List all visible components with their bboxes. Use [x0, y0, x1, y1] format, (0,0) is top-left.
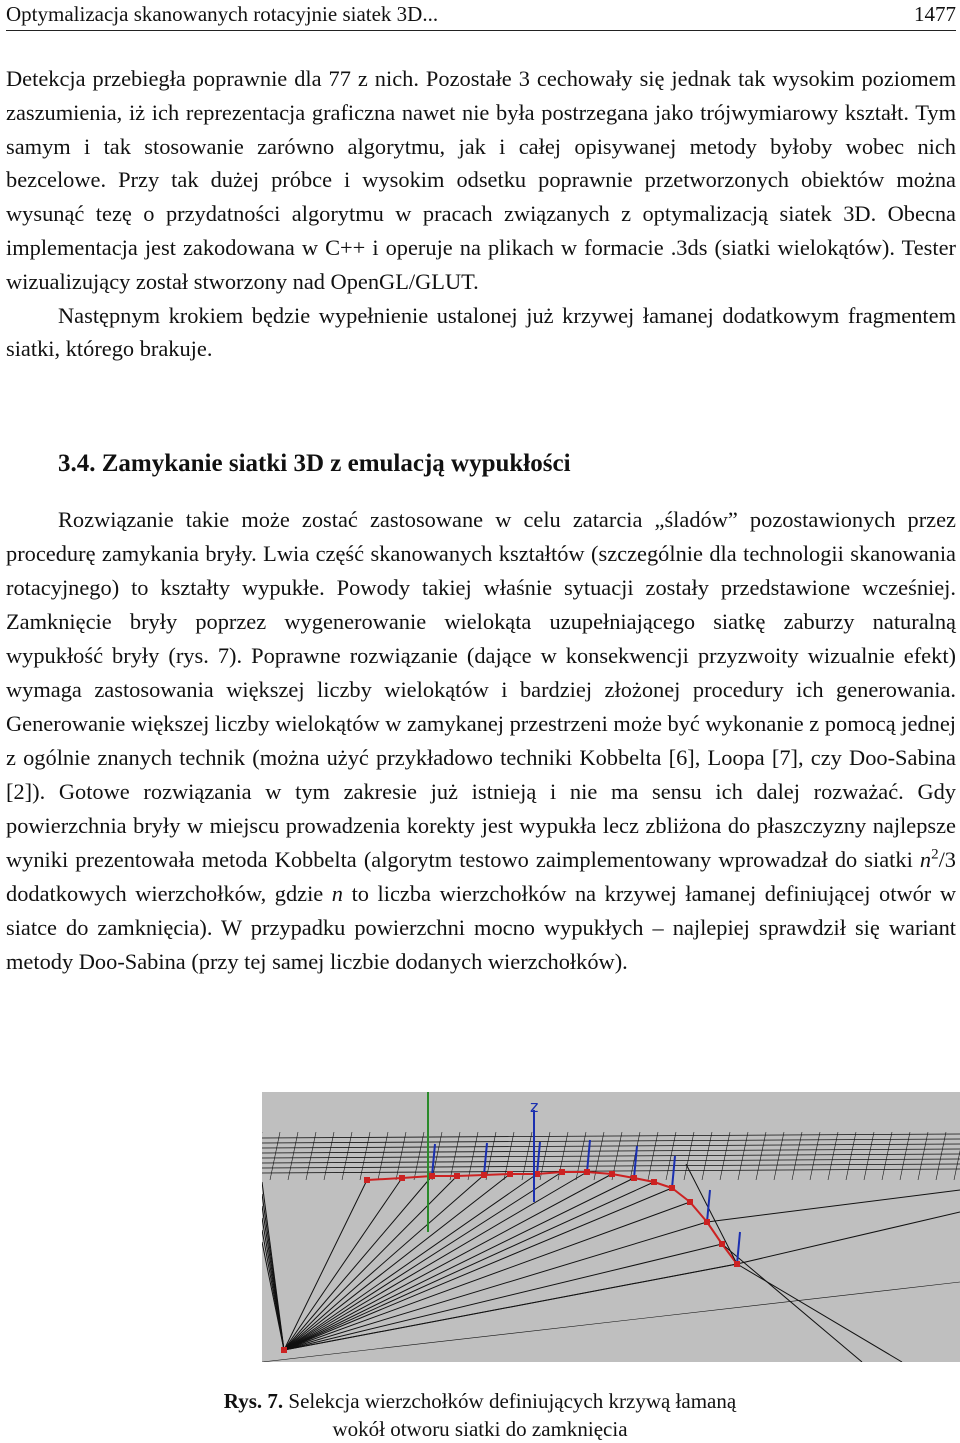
selected-vertex: [687, 1199, 693, 1205]
mesh-edge: [737, 1212, 960, 1264]
fan-edge: [284, 1175, 484, 1350]
mesh-edge: [450, 1132, 460, 1180]
mesh-edge: [722, 1244, 862, 1362]
selected-vertex: [507, 1171, 513, 1177]
boundary-edge: [484, 1174, 510, 1175]
superscript: 2: [931, 846, 939, 863]
mesh-edge: [707, 1190, 960, 1222]
caption-line-2: wokół otworu siatki do zamknięcia: [332, 1417, 628, 1441]
body-text: [6, 62, 956, 366]
mesh-edge: [720, 1132, 730, 1180]
selected-vertex: [454, 1173, 460, 1179]
boundary-edge: [537, 1172, 562, 1174]
section-text: [6, 503, 956, 979]
mesh-edge: [810, 1132, 820, 1180]
section-paragraph: [6, 503, 956, 979]
selected-vertex: [669, 1185, 675, 1191]
mesh-edge: [262, 1282, 960, 1362]
selected-vertex: [631, 1175, 637, 1181]
caption-label: Rys. 7.: [223, 1389, 284, 1413]
mesh-edge: [262, 1164, 960, 1168]
fan-edge: [284, 1178, 634, 1350]
fan-edge: [284, 1174, 612, 1350]
mesh-edge: [828, 1132, 838, 1180]
selected-vertex: [734, 1261, 740, 1267]
paragraph-1: Detekcja przebiegła poprawnie dla 77 z nich. Pozostałe 3 cechowały się jednak tak wysokim poziomem zaszumienia, iż ich reprezentacja graficzna nawet nie była postrzegana jako trójwymiarowy kształt. Tym samym i tak stosowanie zarówno algorytmu, jak i całej opisywanej metody byłoby wobec nich bezcelowe. Przy tak dużej próbce i wysokim odsetku poprawnie przetworzonych obiektów można wysunąć tezę o przydatności algorytmu w pracach związanych z optymalizacją siatek 3D. Obecna implementacja jest zakodowana w C++ i operuje na plikach w formacie .3ds (siatki wielokątów). Tester wizualizujący został stworzony nad OpenGL/GLUT.: [6, 66, 956, 294]
mesh-edge: [737, 1264, 902, 1362]
selected-vertex: [481, 1172, 487, 1178]
selected-vertex: [559, 1169, 565, 1175]
section-text-part-3: to liczba wierzchołków na krzywej łamanej definiującej otwór w siatce do zamknięcia). W przypadku powierzchni mocno wypukłych – najlepiej sprawdził się wariant metody Doo-Sabina (przy tej samej liczbie dodanych wierzchołków).: [6, 881, 956, 974]
boundary-edge: [587, 1172, 612, 1174]
selected-vertices: [281, 1169, 740, 1353]
fan-edge: [284, 1178, 402, 1350]
mesh-edge: [262, 1149, 960, 1153]
fan-edge: [284, 1174, 510, 1350]
selected-vertex: [399, 1175, 405, 1181]
z-axis-label: z: [530, 1097, 539, 1116]
mesh-edge: [262, 1139, 960, 1143]
normal-vector: [484, 1143, 487, 1175]
mesh-wireframe: [262, 1132, 960, 1362]
section-text-part-2: /3 dodatkowych wierzchołków, gdzie: [6, 847, 956, 906]
variable-n: n: [919, 847, 932, 872]
mesh-edge: [792, 1132, 802, 1180]
selected-vertex: [584, 1169, 590, 1175]
fan-edge: [284, 1182, 654, 1350]
selected-vertex: [651, 1179, 657, 1185]
fan-edge: [284, 1188, 672, 1350]
mesh-edge: [756, 1132, 766, 1180]
mesh-edge: [486, 1132, 496, 1180]
fan-edge: [284, 1172, 587, 1350]
mesh-illustration: [262, 1092, 960, 1362]
running-title: Optymalizacja skanowanych rotacyjnie siatek 3D...: [6, 2, 439, 26]
selected-vertex: [704, 1219, 710, 1225]
mesh-edge: [468, 1132, 478, 1180]
section-text-part-1: Rozwiązanie takie może zostać zastosowane w celu zatarcia „śladów” pozostawionych przez procedurę zamykania bryły. Lwia część skanowanych kształtów (szczególnie dla technologii skanowania rotacyjnego) to kształty wypukłe. Powody takiej właśnie sytuacji zostały przedstawione wcześniej. Zamknięcie bryły poprzez wygenerowanie wielokąta uzupełniającego siatkę zaburzy naturalną wypukłość bryły (rys. 7). Poprawne rozwiązanie (dające w konsekwencji przyzwoity wizualnie efekt) wymaga zastosowania większej liczby wielokątów i bardziej złożonej procedury ich generowania. Generowanie większej liczby wielokątów w zamykanej przestrzeni może być wykonanie z pomocą jednej z ogólnie znanych technik (można użyć przykładowo techniki Kobbelta [6], Loopa [7], czy Doo-Sabina [2]). Gotowe rozwiązania w tym zakresie już istnieją i nie ma sensu ich dalej rozważać. Gdy powierzchnia bryły w miejscu prowadzenia korekty jest wypukła lecz zbliżona do płaszczyzny najlepsze wyniki prezentowała metoda Kobbelta (algorytm testowo zaimplementowany wprowadzał do siatki: [6, 507, 956, 872]
mesh-edge: [686, 1164, 737, 1264]
boundary-edge: [367, 1178, 402, 1180]
mesh-edge: [378, 1132, 388, 1180]
normal-vector: [432, 1144, 435, 1176]
mesh-edge: [846, 1132, 856, 1180]
mesh-edge: [262, 1159, 960, 1163]
section-heading: 3.4. Zamykanie siatki 3D z emulacją wypukłości: [58, 450, 571, 477]
boundary-edge: [457, 1175, 484, 1176]
mesh-edge: [262, 1154, 960, 1158]
fan-edge: [262, 1242, 284, 1350]
apex-vertex: [281, 1347, 287, 1353]
mesh-edge: [684, 1132, 694, 1180]
figure-caption: [180, 1387, 780, 1443]
mesh-edge: [396, 1132, 406, 1180]
page-number: 1477: [914, 2, 956, 26]
selected-vertex: [364, 1177, 370, 1183]
paragraph-2: Następnym krokiem będzie wypełnienie ustalonej już krzywej łamanej dodatkowym fragmentem siatki, którego brakuje.: [6, 302, 956, 362]
selected-vertex: [719, 1241, 725, 1247]
variable-n-2: n: [331, 881, 343, 906]
mesh-edge: [414, 1132, 424, 1180]
figure-mesh-render: [262, 1092, 960, 1362]
selected-vertex: [429, 1173, 435, 1179]
mesh-edge: [522, 1132, 532, 1180]
mesh-edge: [702, 1132, 712, 1180]
running-head: [6, 0, 956, 31]
mesh-edge: [738, 1132, 748, 1180]
boundary-edge: [707, 1222, 722, 1244]
mesh-edge: [774, 1132, 784, 1180]
fan-edge: [284, 1174, 537, 1350]
caption-line-1: Selekcja wierzchołków definiujących krzywą łamaną: [283, 1389, 737, 1413]
selected-vertex: [609, 1171, 615, 1177]
